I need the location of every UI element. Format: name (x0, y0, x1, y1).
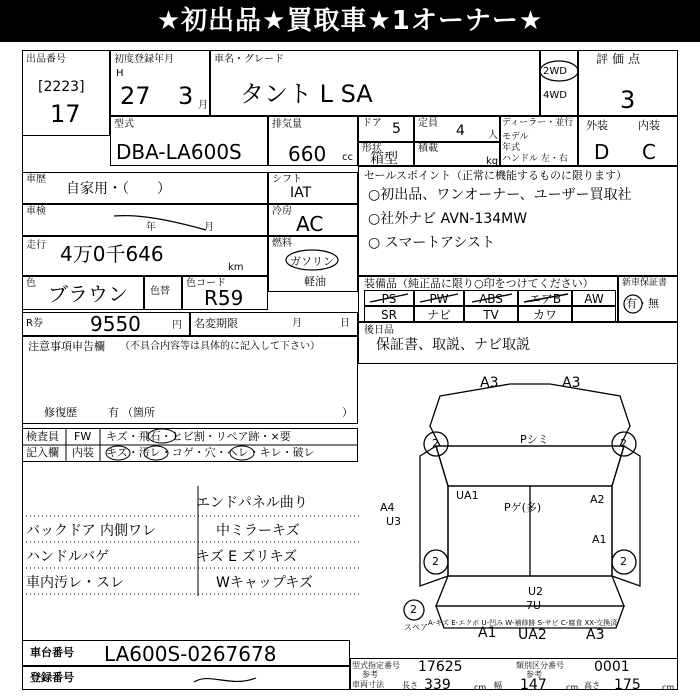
repair-have: 有 (108, 406, 119, 419)
equip-sr: SR (364, 306, 414, 322)
shape-value: 箱型 (370, 151, 398, 167)
fuel-light: 軽油 (304, 275, 326, 288)
mileage-label: 走行 (26, 240, 46, 251)
notes-hint: （不具合内容等は具体的に記入して下さい） (120, 341, 320, 352)
lot-code: [2223] (38, 79, 85, 95)
diagram-left-mark2: U3 (386, 515, 402, 528)
cap-value: 4 (456, 123, 465, 139)
diagram-rear-a1: A1 (478, 625, 497, 641)
repair-label: 修復歴 (44, 406, 77, 419)
mileage-value: 4万0千646 (60, 242, 164, 266)
colorcode-label: 色コード (186, 278, 226, 289)
model-value: タント L SA (240, 80, 373, 108)
disp-value: 660 (288, 142, 327, 166)
cap-unit: 人 (488, 130, 498, 141)
class-label: 類別区分番号 (516, 661, 564, 670)
type-label: 型式 (114, 119, 134, 130)
tire-fl: 2 (432, 437, 439, 450)
diagram-hood: Pシミ (520, 433, 549, 446)
int-value: C (642, 140, 656, 164)
length-value: 339 (424, 677, 451, 693)
ac-label: 冷房 (272, 206, 292, 217)
lot-number: 17 (50, 100, 81, 128)
cap-label: 定員 (418, 118, 438, 129)
selling-point-3: ○ スマートアシスト (368, 235, 495, 251)
equip-abs: ABS (464, 290, 518, 306)
disp-unit: cc (342, 152, 353, 163)
inspect-year: 年 (146, 222, 156, 233)
height-label: 高さ (584, 681, 600, 690)
remark-3: 中ミラーキズ (216, 523, 300, 539)
diagram-left-front: UA1 (456, 489, 479, 502)
load-unit: kg (486, 156, 499, 167)
mileage-unit: km (228, 262, 244, 273)
recycle-label: R券 (26, 318, 43, 329)
model-spec-label: 型式指定番号 (352, 661, 400, 670)
fuel-label: 燃料 (272, 238, 292, 249)
banner-title: ★初出品★買取車★1オーナー★ (0, 0, 700, 42)
width-label: 幅 (494, 681, 502, 690)
modelyear-label: モデル年式 (502, 132, 529, 153)
load-label: 積載 (418, 143, 438, 154)
reg-month: 3 (178, 82, 194, 110)
title-month: 月 (292, 318, 302, 329)
diagram-roof: Pゲ(多) (504, 501, 542, 514)
docs-value: 保証書、取説、ナビ取説 (376, 337, 530, 353)
equip-leather: カワ (518, 306, 572, 322)
record-label: 記入欄 (26, 446, 59, 459)
drive-4wd: 4WD (543, 90, 567, 101)
reg-month-unit: 月 (198, 100, 208, 111)
legend-dividers (22, 428, 358, 462)
tire-spare: 2 (410, 603, 417, 616)
tire-fr: 2 (620, 437, 627, 450)
shift-label: シフト (272, 174, 302, 185)
legend-interior: 内装 (72, 446, 94, 459)
lot-label: 出品番号 (26, 54, 66, 65)
inspect-strike (110, 210, 210, 236)
inspect-month: 月 (204, 222, 214, 233)
fuel-circle (284, 248, 340, 272)
model-label: 車名・グレード (214, 54, 284, 65)
size-label: 車両寸法 (352, 680, 384, 689)
equip-aw: AW (572, 290, 616, 306)
shift-value: IAT (290, 185, 312, 201)
selling-title: セールスポイント（正常に機能するものに限ります） (364, 169, 628, 182)
inspector-label: 検査員 (26, 430, 59, 443)
title-label: 名変期限 (194, 317, 238, 330)
diagram-spare-label: スペア (404, 623, 428, 632)
length-unit: cm (474, 683, 487, 692)
warranty-label: 新車保証書 (622, 278, 668, 288)
remark-1: エンドパネル曲り (196, 495, 308, 511)
type-value: DBA-LA600S (116, 140, 242, 164)
title-day: 日 (340, 318, 350, 329)
notes-label: 注意事項申告欄 (28, 340, 105, 353)
equip-tv: TV (464, 306, 518, 322)
score-value: 3 (620, 86, 636, 114)
selling-point-1: ○初出品、ワンオーナー、ユーザー買取社 (368, 187, 632, 203)
docs-label: 後日品 (364, 325, 394, 336)
length-label: 長さ (402, 681, 418, 690)
remark-7: Wキャップキズ (216, 575, 314, 591)
diagram-front-left: A3 (480, 375, 499, 391)
remark-lines (22, 486, 362, 616)
remark-2: バックドア 内側ワレ (26, 523, 157, 539)
score-label: 評価点 (596, 52, 645, 66)
chassis-label: 車台番号 (30, 646, 74, 659)
selling-point-2: ○社外ナビ AVN-134MW (368, 211, 528, 227)
diagram-front-right: A3 (562, 375, 581, 391)
door-label: ドア (362, 118, 382, 129)
equip-blank (572, 306, 616, 322)
equip-pw: PW (414, 290, 464, 306)
height-value: 175 (614, 677, 641, 693)
diagram-rear-ua2: UA2 (518, 627, 547, 643)
usage-label: 車歴 (26, 174, 46, 185)
warranty-circle (621, 293, 645, 315)
warranty-value: 有・無 (626, 297, 659, 310)
model-spec-ref: 参考 (362, 670, 378, 679)
ext-value: D (594, 140, 610, 164)
drive-circle (538, 58, 580, 84)
diagram-left-mark1: A4 (380, 501, 395, 514)
class-value: 0001 (594, 659, 630, 675)
reg-year: 27 (120, 82, 151, 110)
reg-label: 初度登録年月 (114, 54, 174, 65)
colorcode-value: R59 (204, 286, 244, 310)
width-unit: cm (566, 683, 579, 692)
reg-number-scribble (190, 668, 260, 690)
diagram-rear-7u: 7U (526, 599, 542, 612)
diagram-rear-a3: A3 (586, 627, 605, 643)
handle-label: ハンドル 左・右 (502, 154, 568, 164)
width-value: 147 (520, 677, 547, 693)
color-value: ブラウン (48, 282, 128, 306)
color-label: 色 (26, 278, 36, 289)
inspect-label: 車検 (26, 206, 46, 217)
model-spec-value: 17625 (418, 659, 463, 675)
ext-label: 外装 (586, 119, 608, 132)
dealer-label: ディーラー・並行 (502, 118, 574, 128)
reg-era: H (116, 68, 124, 79)
legend-fw: FW (74, 430, 92, 443)
remark-4: ハンドルバゲ (26, 549, 110, 565)
usage-value: 自家用・（ ） (66, 181, 171, 197)
remark-6: 車内汚レ・スレ (26, 575, 124, 591)
diagram-right-a1: A1 (592, 533, 607, 546)
tire-rr: 2 (620, 555, 627, 568)
repair-close: ） (342, 406, 353, 419)
height-unit: cm (662, 683, 675, 692)
drive-2wd: 2WD (543, 66, 567, 77)
disp-label: 排気量 (272, 119, 302, 130)
equip-ps: PS (364, 290, 414, 306)
tire-rl: 2 (432, 555, 439, 568)
legend-interior-items: キズ・汚レ・コゲ・穴・ヘレ・キレ・破レ (106, 446, 315, 459)
door-value: 5 (392, 121, 401, 137)
diagram-legend: A-キズ E-エクボ U-凹み W-補修跡 S-サビ C-腐食 XX-交換済 (428, 619, 618, 627)
colorchange-label: 色替 (150, 286, 170, 297)
recycle-unit: 円 (172, 320, 182, 331)
diagram-right-a2: A2 (590, 493, 605, 506)
equip-title: 装備品（純正品に限り○印をつけてください） (364, 277, 594, 290)
class-ref: 参考 (526, 670, 542, 679)
ac-value: AC (296, 212, 324, 236)
equip-marks (364, 290, 574, 308)
shape-label: 形状 (362, 143, 382, 154)
diagram-rear-u2: U2 (528, 585, 544, 598)
equip-airbag: エアB (518, 290, 572, 306)
chassis-value: LA600S-0267678 (104, 642, 277, 666)
repair-place: （箇所 (122, 406, 155, 419)
remark-5: キズ E ズリキズ (196, 549, 298, 565)
fuel-gas: ガソリン (290, 255, 334, 268)
int-label: 内装 (638, 119, 660, 132)
legend-fw-items: キズ・飛石・ヒビ割・リペア跡・×要 (106, 430, 291, 443)
reg-number-label: 登録番号 (30, 671, 74, 684)
recycle-value: 9550 (90, 312, 141, 336)
equip-navi: ナビ (414, 306, 464, 322)
